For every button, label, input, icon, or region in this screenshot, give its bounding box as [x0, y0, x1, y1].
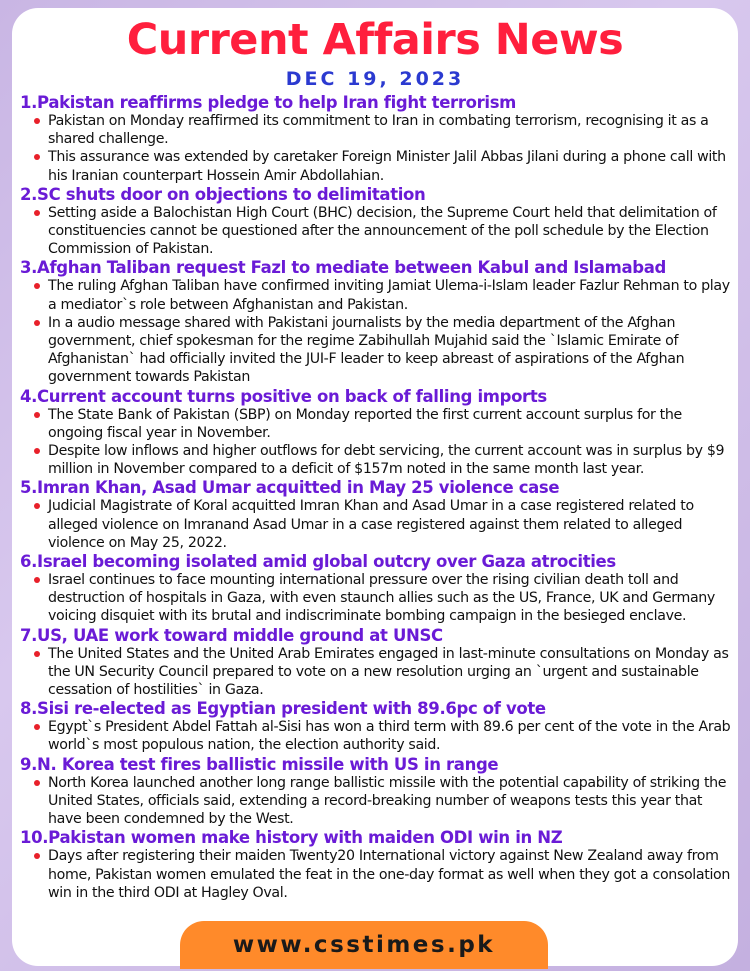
- news-heading: 1.Pakistan reaffirms pledge to help Iran fight terrorism: [20, 93, 517, 112]
- news-item-10: [20, 828, 738, 902]
- news-heading: 4.Current account turns positive on back of falling imports: [20, 386, 547, 406]
- bullet-point: In a audio message shared with Pakistani journalists by the media department of the Afghan government, chief spokesman for the regime Zabihullah Mujahid said the `Islamic Emirate of Afghanistan` had officially invited the JUI-F leader to keep abreast of aspirations of the Afghan government towards Pakistan: [20, 314, 738, 387]
- bullet-list: [20, 277, 738, 386]
- news-heading: 6.Israel becoming isolated amid global outcry over Gaza atrocities: [20, 552, 616, 572]
- news-item-2: [20, 185, 738, 259]
- news-item-3: [20, 258, 738, 386]
- news-list: [20, 93, 738, 902]
- bullet-point: Despite low inflows and higher outflows for debt servicing, the current account was in surplus by $9 million in November compared to a deficit of $157m noted in the same month last year.: [20, 442, 738, 478]
- news-heading: 2.SC shuts door on objections to delimitation: [20, 184, 426, 204]
- news-heading: 9.N. Korea test fires ballistic missile with US in range: [20, 754, 499, 774]
- news-heading: 8.Sisi re-elected as Egyptian president with 89.6pc of vote: [20, 699, 546, 719]
- bullet-list: [20, 645, 738, 700]
- news-card: [12, 8, 738, 966]
- bullet-point: The State Bank of Pakistan (SBP) on Monday reported the first current account surplus for the ongoing fiscal year in November.: [20, 406, 738, 442]
- page-title: Current Affairs News: [126, 15, 624, 65]
- news-item-4: [20, 387, 738, 479]
- bullet-point: This assurance was extended by caretaker Foreign Minister Jalil Abbas Jilani during a phone call with his Iranian counterpart Hossein Amir Abdollahian.: [20, 148, 738, 184]
- bullet-point: Setting aside a Balochistan High Court (BHC) decision, the Supreme Court held that delimitation of constituencies cannot be questioned after the announcement of the poll schedule by the Election Commission of Pakistan.: [20, 204, 738, 259]
- news-item-8: [20, 699, 738, 754]
- bullet-list: [20, 718, 738, 754]
- bullet-list: [20, 497, 738, 552]
- news-heading: 10.Pakistan women make history with maiden ODI win in NZ: [20, 828, 563, 848]
- bullet-list: [20, 112, 738, 185]
- news-heading: 5.Imran Khan, Asad Umar acquitted in May 25 violence case: [20, 478, 560, 498]
- bullet-point: The ruling Afghan Taliban have confirmed inviting Jamiat Ulema-i-Islam leader Fazlur Rehman to play a mediator`s role between Afghanistan and Pakistan.: [20, 277, 738, 313]
- page-date: DEC 19, 2023: [285, 68, 465, 90]
- bullet-point: Judicial Magistrate of Koral acquitted Imran Khan and Asad Umar in a case registered related to alleged violence on Imranand Asad Umar in a case registered against them related to alleged violence on May 25, 2022.: [20, 497, 738, 552]
- bullet-point: Egypt`s President Abdel Fattah al-Sisi has won a third term with 89.6 per cent of the vote in the Arab world`s most populous nation, the election authority said.: [20, 718, 738, 754]
- bullet-list: [20, 774, 738, 829]
- bullet-point: Israel continues to face mounting international pressure over the rising civilian death toll and destruction of hospitals in Gaza, with even staunch allies such as the US, France, UK and Germany voicing disquiet with its brutal and indiscriminate bombing campaign in the besieged enclave.: [20, 571, 738, 626]
- bullet-list: [20, 204, 738, 259]
- news-item-6: [20, 552, 738, 626]
- bullet-point: North Korea launched another long range ballistic missile with the potential capability of striking the United States, officials said, extending a record-breaking number of weapons tests this year that have been condemned by the West.: [20, 774, 738, 829]
- bullet-list: [20, 406, 738, 479]
- news-item-7: [20, 626, 738, 700]
- news-heading: 7.US, UAE work toward middle ground at UNSC: [20, 625, 443, 645]
- news-item-1: [20, 93, 738, 185]
- website-link[interactable]: www.csstimes.pk: [180, 921, 548, 969]
- bullet-list: [20, 571, 738, 626]
- news-item-9: [20, 755, 738, 829]
- bullet-point: Pakistan on Monday reaffirmed its commitment to Iran in combating terrorism, recognising it as a shared challenge.: [20, 112, 738, 148]
- news-heading: 3.Afghan Taliban request Fazl to mediate between Kabul and Islamabad: [20, 258, 666, 278]
- bullet-point: Days after registering their maiden Twenty20 International victory against New Zealand away from home, Pakistan women emulated the feat in the one-day format as well when they got a consolation win in the third ODI at Hagley Oval.: [20, 847, 738, 902]
- bullet-list: [20, 847, 738, 902]
- bullet-point: The United States and the United Arab Emirates engaged in last-minute consultations on Monday as the UN Security Council prepared to vote on a new resolution urging an `urgent and sustainable cessation of hostilities` in Gaza.: [20, 645, 738, 700]
- news-item-5: [20, 478, 738, 552]
